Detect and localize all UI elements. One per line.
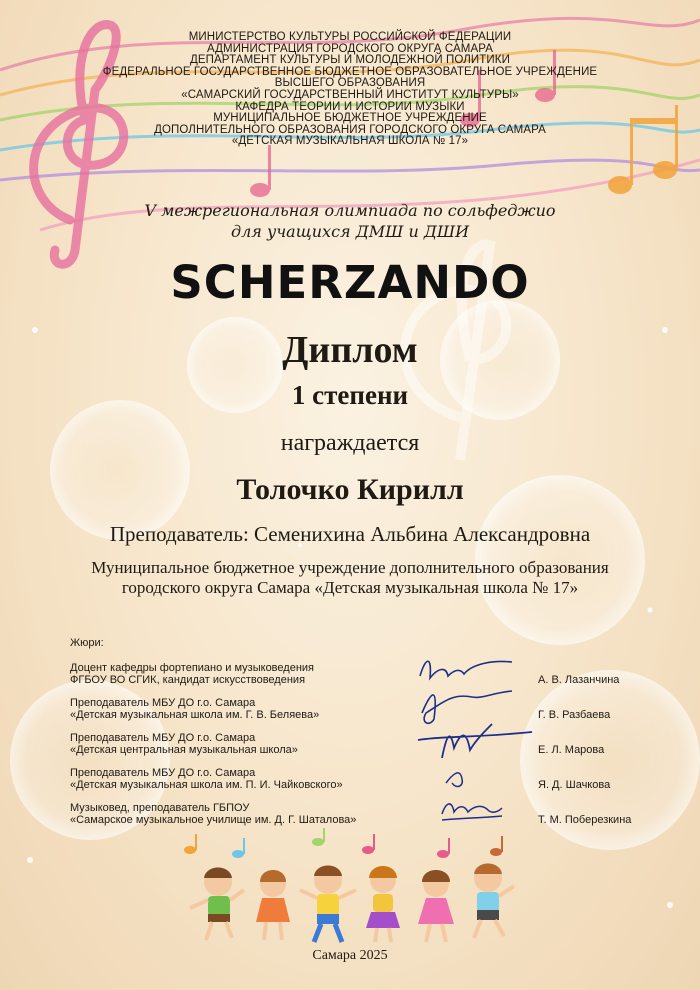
jury-position — [70, 732, 410, 756]
music-note-icon — [184, 828, 503, 858]
header-line: МУНИЦИПАЛЬНОЕ БЮДЖЕТНОЕ УЧРЕЖДЕНИЕ — [213, 112, 487, 125]
header-line: ДЕПАРТАМЕНТ КУЛЬТУРЫ И МОЛОДЕЖНОЙ ПОЛИТИКИ — [190, 54, 510, 67]
jury-position — [70, 802, 410, 826]
header-line: «САМАРСКИЙ ГОСУДАРСТВЕННЫЙ ИНСТИТУТ КУЛЬТУРЫ» — [181, 88, 519, 101]
awarded-text: награждается — [280, 430, 420, 456]
jury-position-line: Музыковед, преподаватель ГБПОУ — [70, 802, 250, 814]
jury-position-line: Преподаватель МБУ ДО г.о. Самара — [70, 732, 256, 744]
jury-title: Жюри: — [70, 637, 104, 649]
jury-position — [70, 697, 410, 721]
institution — [0, 558, 700, 598]
olympiad-title — [0, 200, 700, 242]
diploma-title: Диплом — [282, 329, 418, 371]
header-line: АДМИНИСТРАЦИЯ ГОРОДСКОГО ОКРУГА САМАРА — [206, 42, 494, 55]
jury-name: Т. М. Поберезкина — [538, 814, 632, 826]
olympiad-line-2: для учащихся ДМШ и ДШИ — [230, 222, 470, 241]
jury-member — [70, 697, 650, 723]
jury-name: А. В. Лазанчина — [538, 674, 620, 686]
header-line: ВЫСШЕГО ОБРАЗОВАНИЯ — [274, 77, 426, 90]
header-organizations — [0, 32, 700, 148]
scherzando-logo: SCHERZANDO — [170, 256, 530, 309]
header-line: ФЕДЕРАЛЬНОЕ ГОСУДАРСТВЕННОЕ БЮДЖЕТНОЕ ОБРАЗОВАТЕЛЬНОЕ УЧРЕЖДЕНИЕ — [102, 65, 598, 78]
dancing-kids-illustration — [178, 828, 528, 948]
institution-line-2: городского округа Самара «Детская музыкальная школа № 17» — [121, 578, 579, 597]
jury-member — [70, 662, 650, 688]
jury-name: Е. Л. Марова — [538, 744, 605, 756]
signature-image — [412, 788, 522, 828]
teacher-line: Преподаватель: Семенихина Альбина Александровна — [109, 522, 591, 546]
city-year: Самара 2025 — [312, 948, 388, 963]
header-line: ДОПОЛНИТЕЛЬНОГО ОБРАЗОВАНИЯ ГОРОДСКОГО ОКРУГА САМАРА — [154, 123, 546, 136]
header-line: КАФЕДРА ТЕОРИИ И ИСТОРИИ МУЗЫКИ — [235, 100, 465, 113]
jury-position-line: «Самарское музыкальное училище им. Д. Г. Шаталова» — [70, 814, 357, 826]
jury-name: Я. Д. Шачкова — [538, 779, 611, 791]
jury-position-line: «Детская центральная музыкальная школа» — [70, 744, 298, 756]
jury-position-line: Доцент кафедры фортепиано и музыковедения — [70, 662, 314, 674]
olympiad-line-1: V межрегиональная олимпиада по сольфеджио — [144, 201, 556, 220]
jury-position-line: Преподаватель МБУ ДО г.о. Самара — [70, 697, 256, 709]
jury-position-line: «Детская музыкальная школа им. Г. В. Беляева» — [70, 709, 320, 721]
signature-image — [412, 753, 522, 793]
jury-position-line: ФГБОУ ВО СГИК, кандидат искусствоведения — [70, 674, 306, 686]
jury-member — [70, 802, 650, 828]
signature-image — [412, 648, 522, 688]
jury-position-line: Преподаватель МБУ ДО г.о. Самара — [70, 767, 256, 779]
jury-member — [70, 767, 650, 793]
jury-position-line: «Детская музыкальная школа им. П. И. Чайковского» — [70, 779, 343, 791]
recipient-name: Толочко Кирилл — [236, 473, 464, 506]
header-line: «ДЕТСКАЯ МУЗЫКАЛЬНАЯ ШКОЛА № 17» — [231, 135, 469, 148]
header-line: МИНИСТЕРСТВО КУЛЬТУРЫ РОССИЙСКОЙ ФЕДЕРАЦИИ — [188, 31, 512, 43]
jury-member — [70, 732, 650, 758]
jury-position — [70, 767, 410, 791]
jury-position — [70, 662, 410, 686]
diploma-degree: 1 степени — [291, 380, 409, 410]
jury-name: Г. В. Разбаева — [538, 709, 611, 721]
institution-line-1: Муниципальное бюджетное учреждение дополнительного образования — [91, 558, 609, 577]
